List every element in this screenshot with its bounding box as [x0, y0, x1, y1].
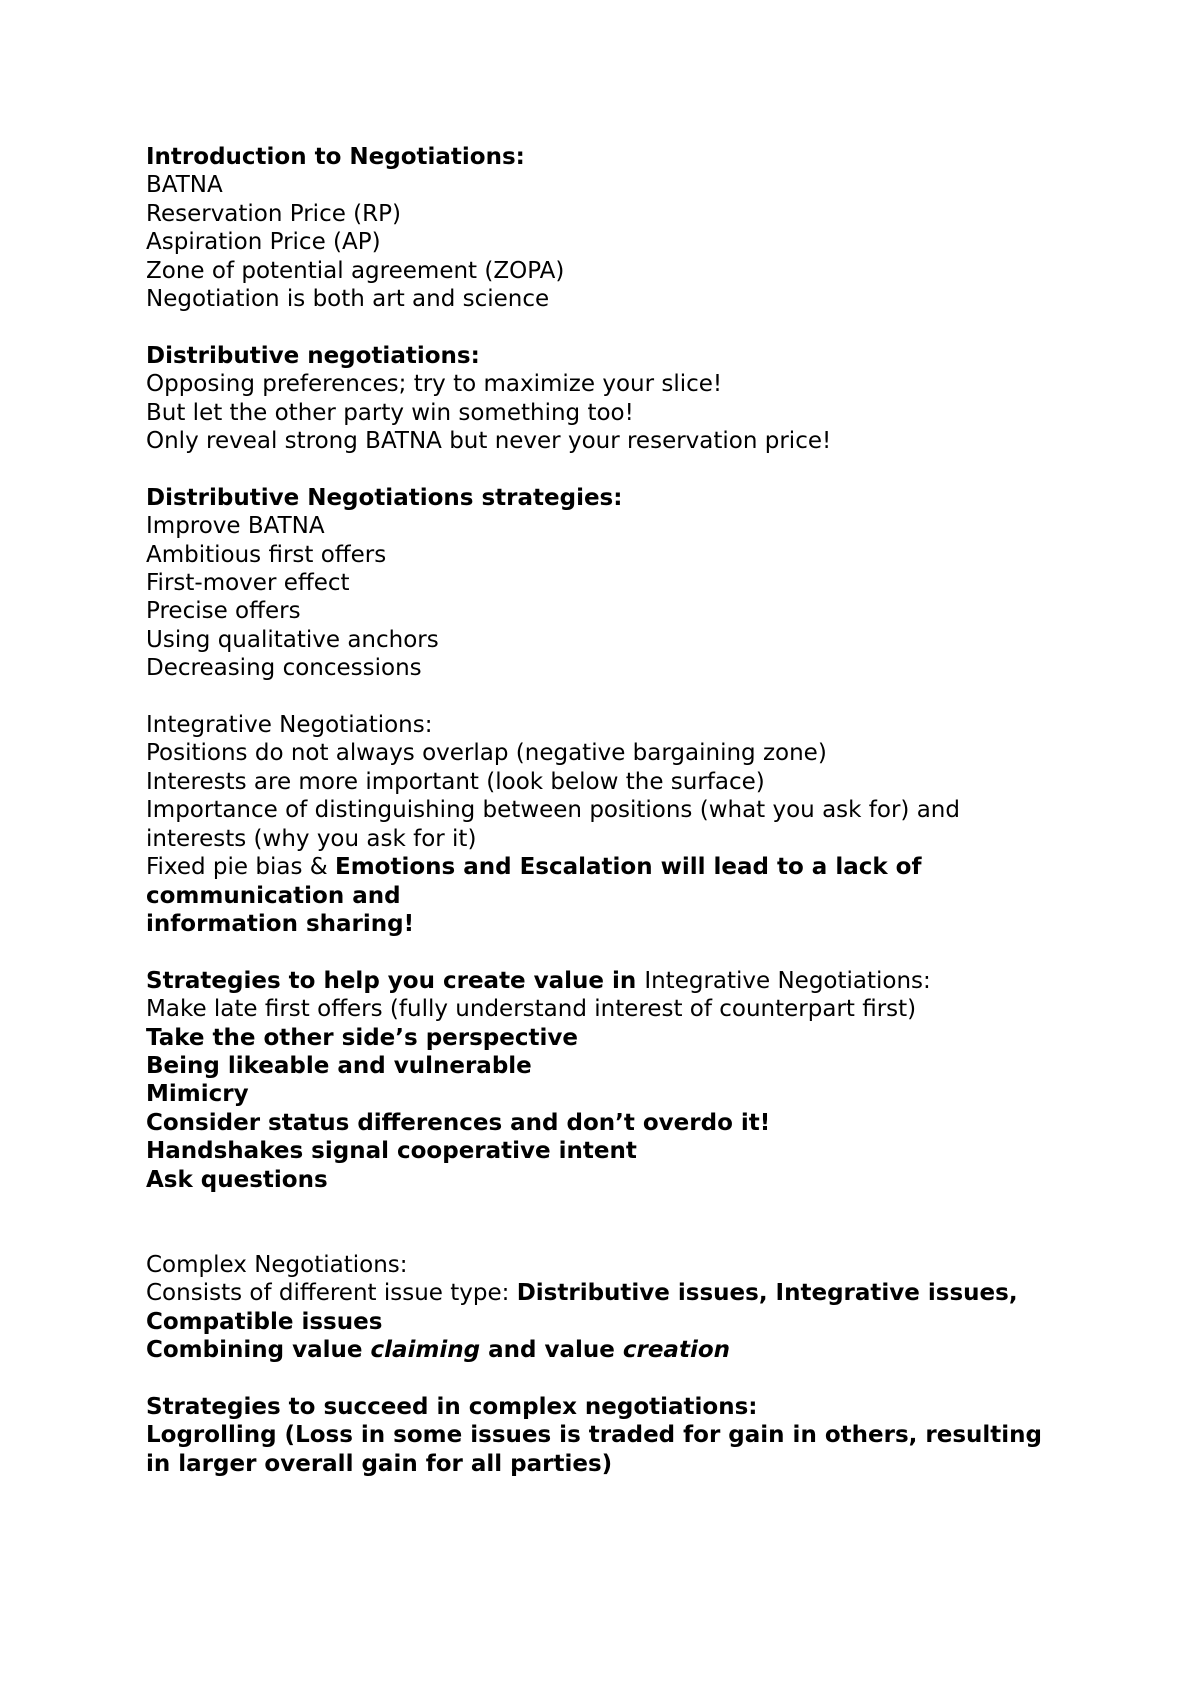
- logrolling-item: Logrolling (Loss in some issues is traded for gain in others, resulting in larger overall gain for all parties): [146, 1422, 1050, 1477]
- integrative-item: Interests are more important (look below the surface): [146, 768, 765, 795]
- combining-text: Combining value: [146, 1336, 371, 1363]
- distributive-heading: Distributive negotiations:: [146, 342, 480, 369]
- blank-line: [146, 313, 1046, 341]
- fixed-pie-emphasis: Emotions and Escalation will lead to a lack of communication and: [146, 854, 930, 909]
- intro-item: Reservation Price (RP): [146, 200, 401, 227]
- blank-line: [146, 455, 1046, 483]
- integrative-strategy-item: Make late first offers (fully understand interest of counterpart first): [146, 996, 917, 1023]
- distributive-strategy-item: Using qualitative anchors: [146, 626, 439, 653]
- integrative-strategies-heading-bold: Strategies to help you create value in: [146, 967, 645, 994]
- blank-line: [146, 683, 1046, 711]
- integrative-strategy-item: Handshakes signal cooperative intent: [146, 1138, 637, 1165]
- complex-issue-prefix: Consists of different issue type:: [146, 1280, 517, 1307]
- fixed-pie-emphasis-continued: information sharing!: [146, 910, 415, 937]
- complex-strategies-heading: Strategies to succeed in complex negotiations:: [146, 1393, 758, 1420]
- intro-item: BATNA: [146, 172, 223, 199]
- intro-item: Zone of potential agreement (ZOPA): [146, 257, 565, 284]
- blank-line: [146, 938, 1046, 966]
- intro-section: [146, 143, 1046, 313]
- integrative-strategy-item: Take the other side’s perspective: [146, 1024, 578, 1051]
- combining-claiming: claiming: [370, 1336, 481, 1363]
- blank-line: [146, 1194, 1046, 1251]
- complex-combining-line: [146, 1336, 1046, 1364]
- integrative-item: Positions do not always overlap (negative bargaining zone): [146, 740, 827, 767]
- integrative-item: Importance of distinguishing between positions (what you ask for) and interests (why you ask for it): [146, 797, 968, 852]
- integrative-strategy-item: Being likeable and vulnerable: [146, 1052, 532, 1079]
- integrative-strategy-item: Consider status differences and don’t overdo it!: [146, 1109, 771, 1136]
- complex-issue-list: Distributive issues, Integrative issues, Compatible issues: [146, 1280, 1026, 1335]
- distributive-item: Only reveal strong BATNA but never your reservation price!: [146, 428, 832, 455]
- distributive-strategy-item: Ambitious first offers: [146, 541, 387, 568]
- integrative-section: [146, 711, 1046, 938]
- distributive-item: But let the other party win something too!: [146, 399, 634, 426]
- fixed-pie-prefix: Fixed pie bias &: [146, 854, 335, 881]
- distributive-strategy-item: Precise offers: [146, 598, 301, 625]
- integrative-strategy-item: Ask questions: [146, 1166, 328, 1193]
- distributive-item: Opposing preferences; try to maximize your slice!: [146, 371, 723, 398]
- intro-item: Aspiration Price (AP): [146, 229, 381, 256]
- fixed-pie-line: [146, 853, 1046, 910]
- integrative-strategy-item: Mimicry: [146, 1081, 249, 1108]
- distributive-strategy-item: First-mover effect: [146, 570, 350, 597]
- distributive-strategies-heading: Distributive Negotiations strategies:: [146, 484, 623, 511]
- intro-heading: Introduction to Negotiations:: [146, 144, 525, 170]
- distributive-strategy-item: Decreasing concessions: [146, 655, 422, 682]
- combining-creation: creation: [622, 1336, 731, 1363]
- complex-heading: Complex Negotiations:: [146, 1251, 408, 1278]
- distributive-strategies-section: [146, 484, 1046, 683]
- complex-issue-types: [146, 1279, 1046, 1336]
- distributive-strategy-item: Improve BATNA: [146, 513, 325, 540]
- combining-text: and value: [480, 1336, 623, 1363]
- document-body: [146, 143, 1050, 1478]
- integrative-strategies-heading: [146, 967, 1046, 995]
- complex-section: [146, 1251, 1046, 1365]
- integrative-strategies-section: [146, 967, 1046, 1194]
- integrative-heading: Integrative Negotiations:: [146, 712, 433, 739]
- distributive-section: [146, 342, 1046, 456]
- intro-item: Negotiation is both art and science: [146, 286, 550, 313]
- blank-line: [146, 1364, 1046, 1392]
- complex-strategies-section: [146, 1393, 1050, 1478]
- integrative-strategies-heading-normal: Integrative Negotiations:: [644, 967, 931, 994]
